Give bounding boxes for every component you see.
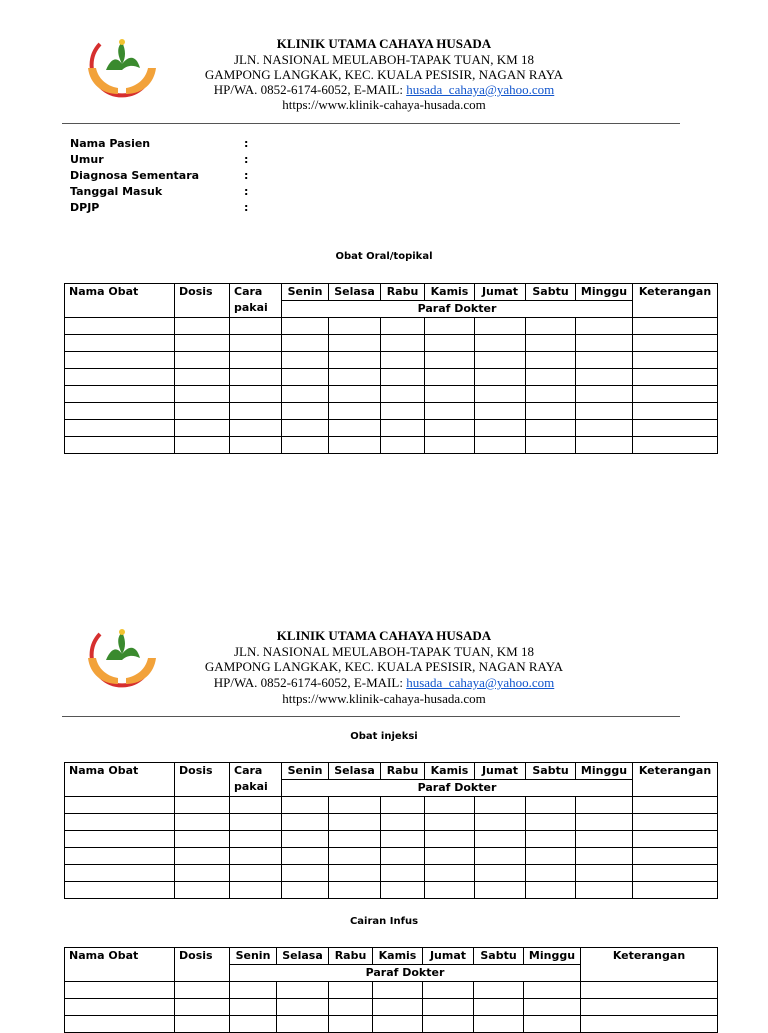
table-cell <box>65 797 175 814</box>
header-divider <box>62 123 680 124</box>
table-cell <box>329 814 381 831</box>
col-selasa: Selasa <box>329 763 381 780</box>
field-label: Umur <box>70 153 104 166</box>
address-line-1: JLN. NASIONAL MEULABOH-TAPAK TUAN, KM 18 <box>233 644 534 659</box>
website-line: https://www.klinik-cahaya-husada.com <box>282 691 486 706</box>
table-cell <box>526 848 576 865</box>
section-title-oral: Obat Oral/topikal <box>335 251 433 262</box>
table-cell <box>576 403 633 420</box>
table-cell <box>230 318 282 335</box>
table-cell <box>526 814 576 831</box>
table-cell <box>329 999 373 1016</box>
table-cell <box>526 352 576 369</box>
header-divider <box>62 716 680 717</box>
table-cell <box>475 386 526 403</box>
table-cell <box>475 865 526 882</box>
table-cell <box>282 318 329 335</box>
table-cell <box>381 318 425 335</box>
table-cell <box>175 882 230 899</box>
table-cell <box>282 848 329 865</box>
col-kamis: Kamis <box>373 948 423 965</box>
table-cell <box>175 999 230 1016</box>
table-cell <box>329 882 381 899</box>
table-cell <box>475 420 526 437</box>
col-senin: Senin <box>282 763 329 780</box>
table-cell <box>329 865 381 882</box>
col-senin: Senin <box>282 284 329 301</box>
table-cell <box>329 403 381 420</box>
clinic-logo <box>84 624 160 690</box>
table-row <box>65 999 718 1016</box>
table-cell <box>381 848 425 865</box>
table-cell <box>65 982 175 999</box>
col-sabtu: Sabtu <box>526 284 576 301</box>
email-link[interactable]: husada_cahaya@yahoo.com <box>406 675 555 690</box>
clinic-name: KLINIK UTAMA CAHAYA HUSADA <box>276 628 492 643</box>
col-cara-pakai: Cara pakai <box>230 763 282 797</box>
table-cell <box>282 797 329 814</box>
table-cell <box>475 848 526 865</box>
col-paraf-dokter: Paraf Dokter <box>282 301 633 318</box>
table-row <box>65 335 718 352</box>
section-title-infus: Cairan Infus <box>349 916 419 927</box>
table-cell <box>277 982 329 999</box>
col-sabtu: Sabtu <box>474 948 524 965</box>
table-cell <box>282 831 329 848</box>
table-cell <box>230 369 282 386</box>
table-cell <box>633 814 718 831</box>
table-cell <box>381 814 425 831</box>
table-cell <box>65 386 175 403</box>
table-cell <box>65 403 175 420</box>
field-label: Diagnosa Sementara <box>70 169 200 182</box>
table-cell <box>425 420 475 437</box>
table-cell <box>474 982 524 999</box>
table-row <box>65 318 718 335</box>
col-jumat: Jumat <box>423 948 474 965</box>
table-cell <box>282 369 329 386</box>
table-cell <box>576 814 633 831</box>
field-dpjp <box>70 200 248 216</box>
table-cell <box>175 831 230 848</box>
table-cell <box>425 335 475 352</box>
patient-info <box>70 136 248 216</box>
table-cell <box>65 335 175 352</box>
col-selasa: Selasa <box>277 948 329 965</box>
col-paraf-dokter: Paraf Dokter <box>230 965 581 982</box>
table-cell <box>230 882 282 899</box>
table-cell <box>65 369 175 386</box>
table-cell <box>633 369 718 386</box>
table-cell <box>423 1016 474 1033</box>
table-cell <box>526 369 576 386</box>
table-cell <box>381 420 425 437</box>
table-cell <box>175 420 230 437</box>
col-dosis: Dosis <box>175 948 230 982</box>
table-cell <box>282 352 329 369</box>
table-cell <box>475 352 526 369</box>
table-cell <box>329 831 381 848</box>
table-cell <box>329 352 381 369</box>
table-cell <box>475 318 526 335</box>
table-row <box>65 352 718 369</box>
table-cell <box>329 420 381 437</box>
table-cell <box>526 437 576 454</box>
table-cell <box>230 437 282 454</box>
table-row <box>65 865 718 882</box>
address-line-1: JLN. NASIONAL MEULABOH-TAPAK TUAN, KM 18 <box>233 52 534 67</box>
table-cell <box>230 982 277 999</box>
table-cell <box>65 882 175 899</box>
table-cell <box>576 318 633 335</box>
table-cell <box>381 865 425 882</box>
table-cell <box>524 982 581 999</box>
table-cell <box>526 865 576 882</box>
table-cell <box>175 797 230 814</box>
field-label: Nama Pasien <box>70 137 151 150</box>
table-cell <box>581 999 718 1016</box>
table-cell <box>175 403 230 420</box>
table-cell <box>381 797 425 814</box>
table-header-row <box>65 948 718 965</box>
col-dosis: Dosis <box>175 763 230 797</box>
table-cell <box>282 403 329 420</box>
table-cell <box>381 369 425 386</box>
table-cell <box>524 999 581 1016</box>
table-cell <box>633 335 718 352</box>
table-cell <box>282 420 329 437</box>
table-cell <box>425 831 475 848</box>
table-cell <box>576 369 633 386</box>
table-cell <box>329 848 381 865</box>
table-cell <box>576 848 633 865</box>
col-senin: Senin <box>230 948 277 965</box>
table-row <box>65 982 718 999</box>
table-cell <box>425 403 475 420</box>
table-cell <box>65 437 175 454</box>
table-cell <box>230 797 282 814</box>
table-cell <box>65 318 175 335</box>
table-cell <box>633 831 718 848</box>
table-cell <box>230 999 277 1016</box>
table-cell <box>475 369 526 386</box>
field-umur <box>70 152 248 168</box>
table-cell <box>175 848 230 865</box>
table-cell <box>633 882 718 899</box>
table-cell <box>282 865 329 882</box>
table-cell <box>329 982 373 999</box>
col-minggu: Minggu <box>524 948 581 965</box>
table-cell <box>65 420 175 437</box>
website-line: https://www.klinik-cahaya-husada.com <box>282 97 486 112</box>
table-cell <box>526 335 576 352</box>
table-cell <box>65 352 175 369</box>
table-cell <box>230 352 282 369</box>
field-tanggal-masuk <box>70 184 248 200</box>
col-keterangan: Keterangan <box>633 284 718 318</box>
table-cell <box>526 318 576 335</box>
col-jumat: Jumat <box>475 763 526 780</box>
table-row <box>65 848 718 865</box>
table-cell <box>329 437 381 454</box>
table-row <box>65 797 718 814</box>
table-cell <box>475 403 526 420</box>
table-cell <box>526 831 576 848</box>
table-cell <box>423 999 474 1016</box>
table-cell <box>425 369 475 386</box>
table-cell <box>526 420 576 437</box>
table-cell <box>425 318 475 335</box>
table-cell <box>65 999 175 1016</box>
table-cell <box>65 1016 175 1033</box>
field-nama-pasien <box>70 136 248 152</box>
col-nama-obat: Nama Obat <box>65 948 175 982</box>
table-cell <box>633 403 718 420</box>
table-cell <box>425 386 475 403</box>
col-keterangan: Keterangan <box>581 948 718 982</box>
field-diagnosa <box>70 168 248 184</box>
contact-line <box>194 675 574 691</box>
table-cell <box>633 420 718 437</box>
table-cell <box>277 999 329 1016</box>
section-title-injeksi: Obat injeksi <box>350 731 418 742</box>
injection-medication-table <box>64 762 718 899</box>
table-row <box>65 1016 718 1033</box>
table-cell <box>282 335 329 352</box>
table-cell <box>175 1016 230 1033</box>
table-cell <box>381 335 425 352</box>
table-cell <box>633 865 718 882</box>
table-cell <box>576 420 633 437</box>
table-cell <box>381 403 425 420</box>
table-cell <box>65 814 175 831</box>
table-row <box>65 831 718 848</box>
field-colon: : <box>244 153 249 166</box>
table-cell <box>175 352 230 369</box>
contact-line <box>194 82 574 98</box>
table-cell <box>329 335 381 352</box>
col-sabtu: Sabtu <box>526 763 576 780</box>
table-cell <box>277 1016 329 1033</box>
table-cell <box>425 352 475 369</box>
field-colon: : <box>244 169 249 182</box>
email-link[interactable]: husada_cahaya@yahoo.com <box>406 82 555 97</box>
table-cell <box>230 831 282 848</box>
table-cell <box>576 335 633 352</box>
table-cell <box>425 437 475 454</box>
table-cell <box>282 814 329 831</box>
col-rabu: Rabu <box>381 284 425 301</box>
table-cell <box>381 386 425 403</box>
table-cell <box>576 882 633 899</box>
clinic-logo <box>84 34 160 100</box>
table-cell <box>576 437 633 454</box>
table-cell <box>230 1016 277 1033</box>
table-cell <box>230 420 282 437</box>
table-cell <box>633 318 718 335</box>
table-cell <box>425 814 475 831</box>
table-cell <box>425 882 475 899</box>
infusion-table <box>64 947 718 1033</box>
table-cell <box>576 386 633 403</box>
table-cell <box>282 882 329 899</box>
table-cell <box>381 882 425 899</box>
table-cell <box>526 882 576 899</box>
clinic-name: KLINIK UTAMA CAHAYA HUSADA <box>276 36 492 51</box>
field-label: DPJP <box>70 201 100 214</box>
contact-text: HP/WA. 0852-6174-6052, E-MAIL: <box>213 82 407 97</box>
table-cell <box>576 831 633 848</box>
contact-text: HP/WA. 0852-6174-6052, E-MAIL: <box>213 675 407 690</box>
table-cell <box>65 848 175 865</box>
table-row <box>65 882 718 899</box>
table-cell <box>475 437 526 454</box>
table-cell <box>373 999 423 1016</box>
table-cell <box>175 814 230 831</box>
table-cell <box>526 403 576 420</box>
table-cell <box>175 369 230 386</box>
table-cell <box>633 437 718 454</box>
table-row <box>65 403 718 420</box>
table-cell <box>425 848 475 865</box>
table-cell <box>329 318 381 335</box>
col-keterangan: Keterangan <box>633 763 718 797</box>
col-dosis: Dosis <box>175 284 230 318</box>
table-cell <box>329 369 381 386</box>
table-cell <box>65 831 175 848</box>
table-cell <box>581 982 718 999</box>
field-label: Tanggal Masuk <box>70 185 163 198</box>
table-cell <box>230 403 282 420</box>
table-cell <box>576 865 633 882</box>
address-line-2: GAMPONG LANGKAK, KEC. KUALA PESISIR, NAGAN RAYA <box>204 67 564 82</box>
table-cell <box>381 437 425 454</box>
col-selasa: Selasa <box>329 284 381 301</box>
table-cell <box>581 1016 718 1033</box>
table-cell <box>230 814 282 831</box>
table-header-row <box>65 763 718 780</box>
table-cell <box>576 797 633 814</box>
table-cell <box>373 1016 423 1033</box>
col-minggu: Minggu <box>576 284 633 301</box>
field-colon: : <box>244 201 249 214</box>
table-header-row <box>65 284 718 301</box>
table-cell <box>474 999 524 1016</box>
table-cell <box>230 865 282 882</box>
col-kamis: Kamis <box>425 284 475 301</box>
table-row <box>65 369 718 386</box>
table-row <box>65 386 718 403</box>
table-cell <box>475 335 526 352</box>
table-cell <box>425 865 475 882</box>
table-cell <box>633 386 718 403</box>
table-cell <box>230 335 282 352</box>
table-cell <box>633 848 718 865</box>
col-rabu: Rabu <box>381 763 425 780</box>
col-cara-pakai: Cara pakai <box>230 284 282 318</box>
field-colon: : <box>244 137 249 150</box>
table-cell <box>65 865 175 882</box>
table-row <box>65 814 718 831</box>
table-cell <box>576 352 633 369</box>
table-cell <box>282 386 329 403</box>
table-cell <box>475 831 526 848</box>
table-cell <box>230 848 282 865</box>
table-cell <box>475 882 526 899</box>
table-cell <box>329 386 381 403</box>
table-cell <box>175 386 230 403</box>
table-cell <box>633 797 718 814</box>
table-cell <box>423 982 474 999</box>
col-kamis: Kamis <box>425 763 475 780</box>
table-cell <box>475 797 526 814</box>
table-cell <box>175 982 230 999</box>
table-cell <box>474 1016 524 1033</box>
col-rabu: Rabu <box>329 948 373 965</box>
oral-medication-table <box>64 283 718 454</box>
table-cell <box>526 797 576 814</box>
table-cell <box>329 1016 373 1033</box>
table-cell <box>230 386 282 403</box>
table-cell <box>475 814 526 831</box>
table-cell <box>633 352 718 369</box>
col-jumat: Jumat <box>475 284 526 301</box>
table-cell <box>425 797 475 814</box>
table-cell <box>381 352 425 369</box>
table-cell <box>175 335 230 352</box>
table-row <box>65 437 718 454</box>
table-cell <box>282 437 329 454</box>
table-cell <box>526 386 576 403</box>
col-nama-obat: Nama Obat <box>65 763 175 797</box>
table-cell <box>175 437 230 454</box>
table-cell <box>175 318 230 335</box>
col-paraf-dokter: Paraf Dokter <box>282 780 633 797</box>
table-cell <box>524 1016 581 1033</box>
field-colon: : <box>244 185 249 198</box>
table-cell <box>373 982 423 999</box>
table-cell <box>381 831 425 848</box>
col-nama-obat: Nama Obat <box>65 284 175 318</box>
col-minggu: Minggu <box>576 763 633 780</box>
table-row <box>65 420 718 437</box>
address-line-2: GAMPONG LANGKAK, KEC. KUALA PESISIR, NAGAN RAYA <box>204 659 564 674</box>
table-cell <box>175 865 230 882</box>
table-cell <box>329 797 381 814</box>
